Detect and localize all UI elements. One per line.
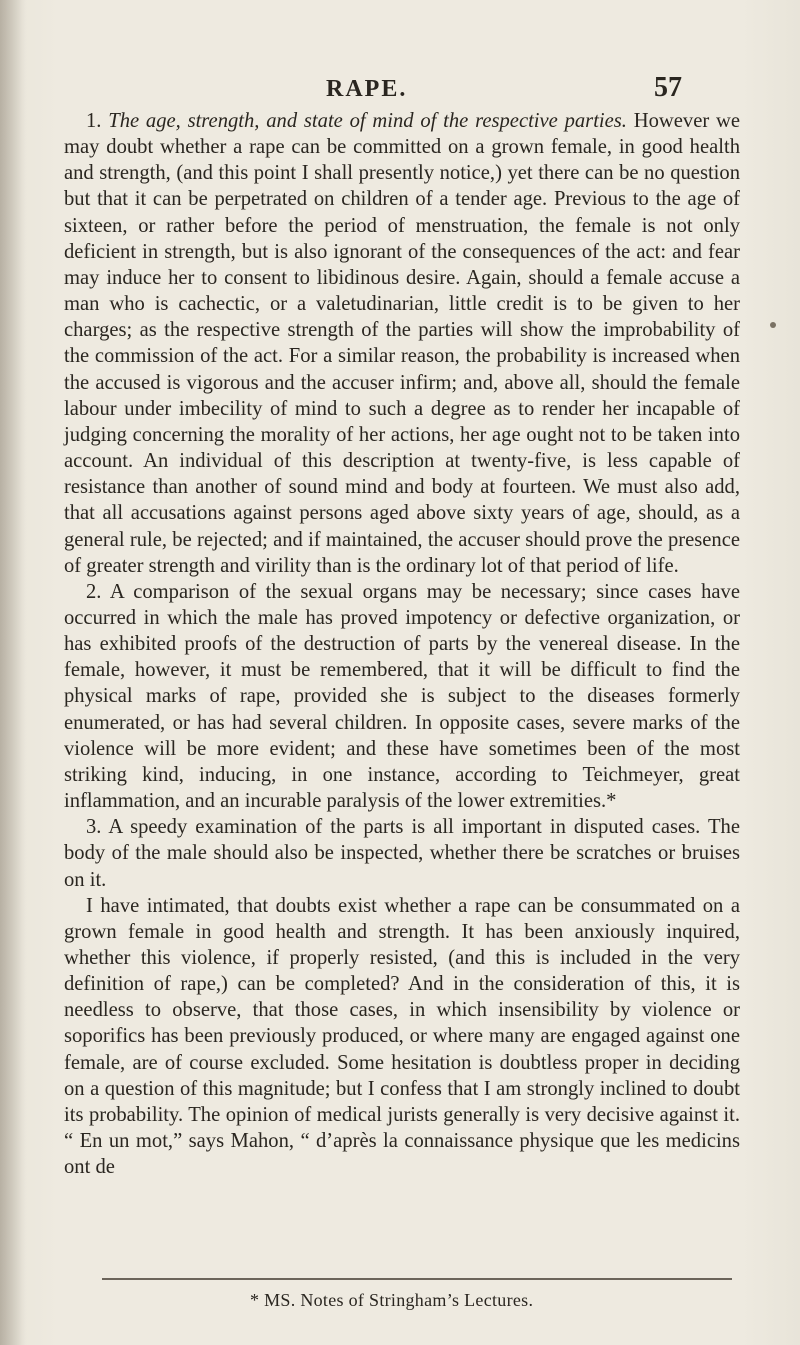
running-head bbox=[0, 72, 800, 106]
footnote-rule bbox=[102, 1278, 732, 1280]
body-text bbox=[64, 108, 740, 1180]
paragraph-3 bbox=[64, 814, 740, 892]
paragraph-1 bbox=[64, 108, 740, 579]
paragraph-4-text: I have intimated, that doubts exist whether a rape can be consummated on a grown female in good health and strength. It has been anxiously inquired, whether this violence, if properly resisted, (and this is included in the very definition of rape,) can be completed? And in the consideration of this, it is needless to observe, that those cases, in which insensibility by violence or soporifics has been previously produced, or where many are engaged against one female, are of course excluded. Some hesitation is doubtless proper in deciding on a question of this magnitude; but I confess that I am strongly inclined to doubt its probability. The opinion of medical jurists generally is very decisive against it. “ En un mot,” says Mahon, “ d’après la connaissance physique que les medicins ont de bbox=[64, 894, 740, 1179]
ink-speck bbox=[770, 322, 776, 328]
gutter-shadow bbox=[0, 0, 26, 1345]
paragraph-1-text: However we may doubt whether a rape can be committed on a grown female, in good health and strength, (and this point I shall presently notice,) yet there can be no question but that it can be perpetrated on children of a tender age. Previous to the age of sixteen, or rather before the period of menstruation, the female is not only deficient in strength, but is also ignorant of the consequences of the act: and fear may induce her to consent to libidinous desire. Again, should a female accuse a man who is cachectic, or a valetudinarian, little credit is to be given to her charges; as the respective strength of the parties will show the improbability of the commission of the act. For a similar reason, the probability is increased when the accused is vigorous and the accuser infirm; and, above all, should the female labour under imbecility of mind to such a degree as to render her incapable of judging concerning the morality of her actions, her age ought not to be taken into account. An individual of this description at twenty-five, is less capable of resistance than another of sound mind and body at fourteen. We must also add, that all accusations against persons aged above sixty years of age, should, as a general rule, be rejected; and if maintained, the accuser should prove the presence of greater strength and virility than is the ordinary lot of that period of life. bbox=[64, 110, 741, 577]
page-number: 57 bbox=[654, 72, 682, 103]
paragraph-3-text: 3. A speedy examination of the parts is all important in disputed cases. The body of the male should also be inspected, whether there be scratches or bruises on it. bbox=[64, 816, 740, 891]
paragraph-2 bbox=[64, 579, 740, 814]
running-title: RAPE. bbox=[326, 76, 408, 102]
paragraph-1-lead: 1. bbox=[86, 110, 109, 132]
paragraph-4 bbox=[64, 893, 740, 1181]
footnote: * MS. Notes of Stringham’s Lectures. bbox=[250, 1290, 534, 1310]
paragraph-2-text: 2. A comparison of the sexual organs may be necessary; since cases have occurred in which the male has proved impotency or defective organization, or has exhibited proofs of the destruction of parts by the venereal disease. In the female, however, it must be remembered, that it will be difficult to find the physical marks of rape, provided she is subject to the diseases formerly enumerated, or has had several children. In opposite cases, severe marks of the violence will be more evident; and these have sometimes been of the most striking kind, inducing, in one instance, according to Teichmeyer, great inflammation, and an incurable paralysis of the lower extremities.* bbox=[64, 580, 740, 813]
paragraph-1-heading: The age, strength, and state of mind of the respective parties. bbox=[108, 110, 627, 132]
